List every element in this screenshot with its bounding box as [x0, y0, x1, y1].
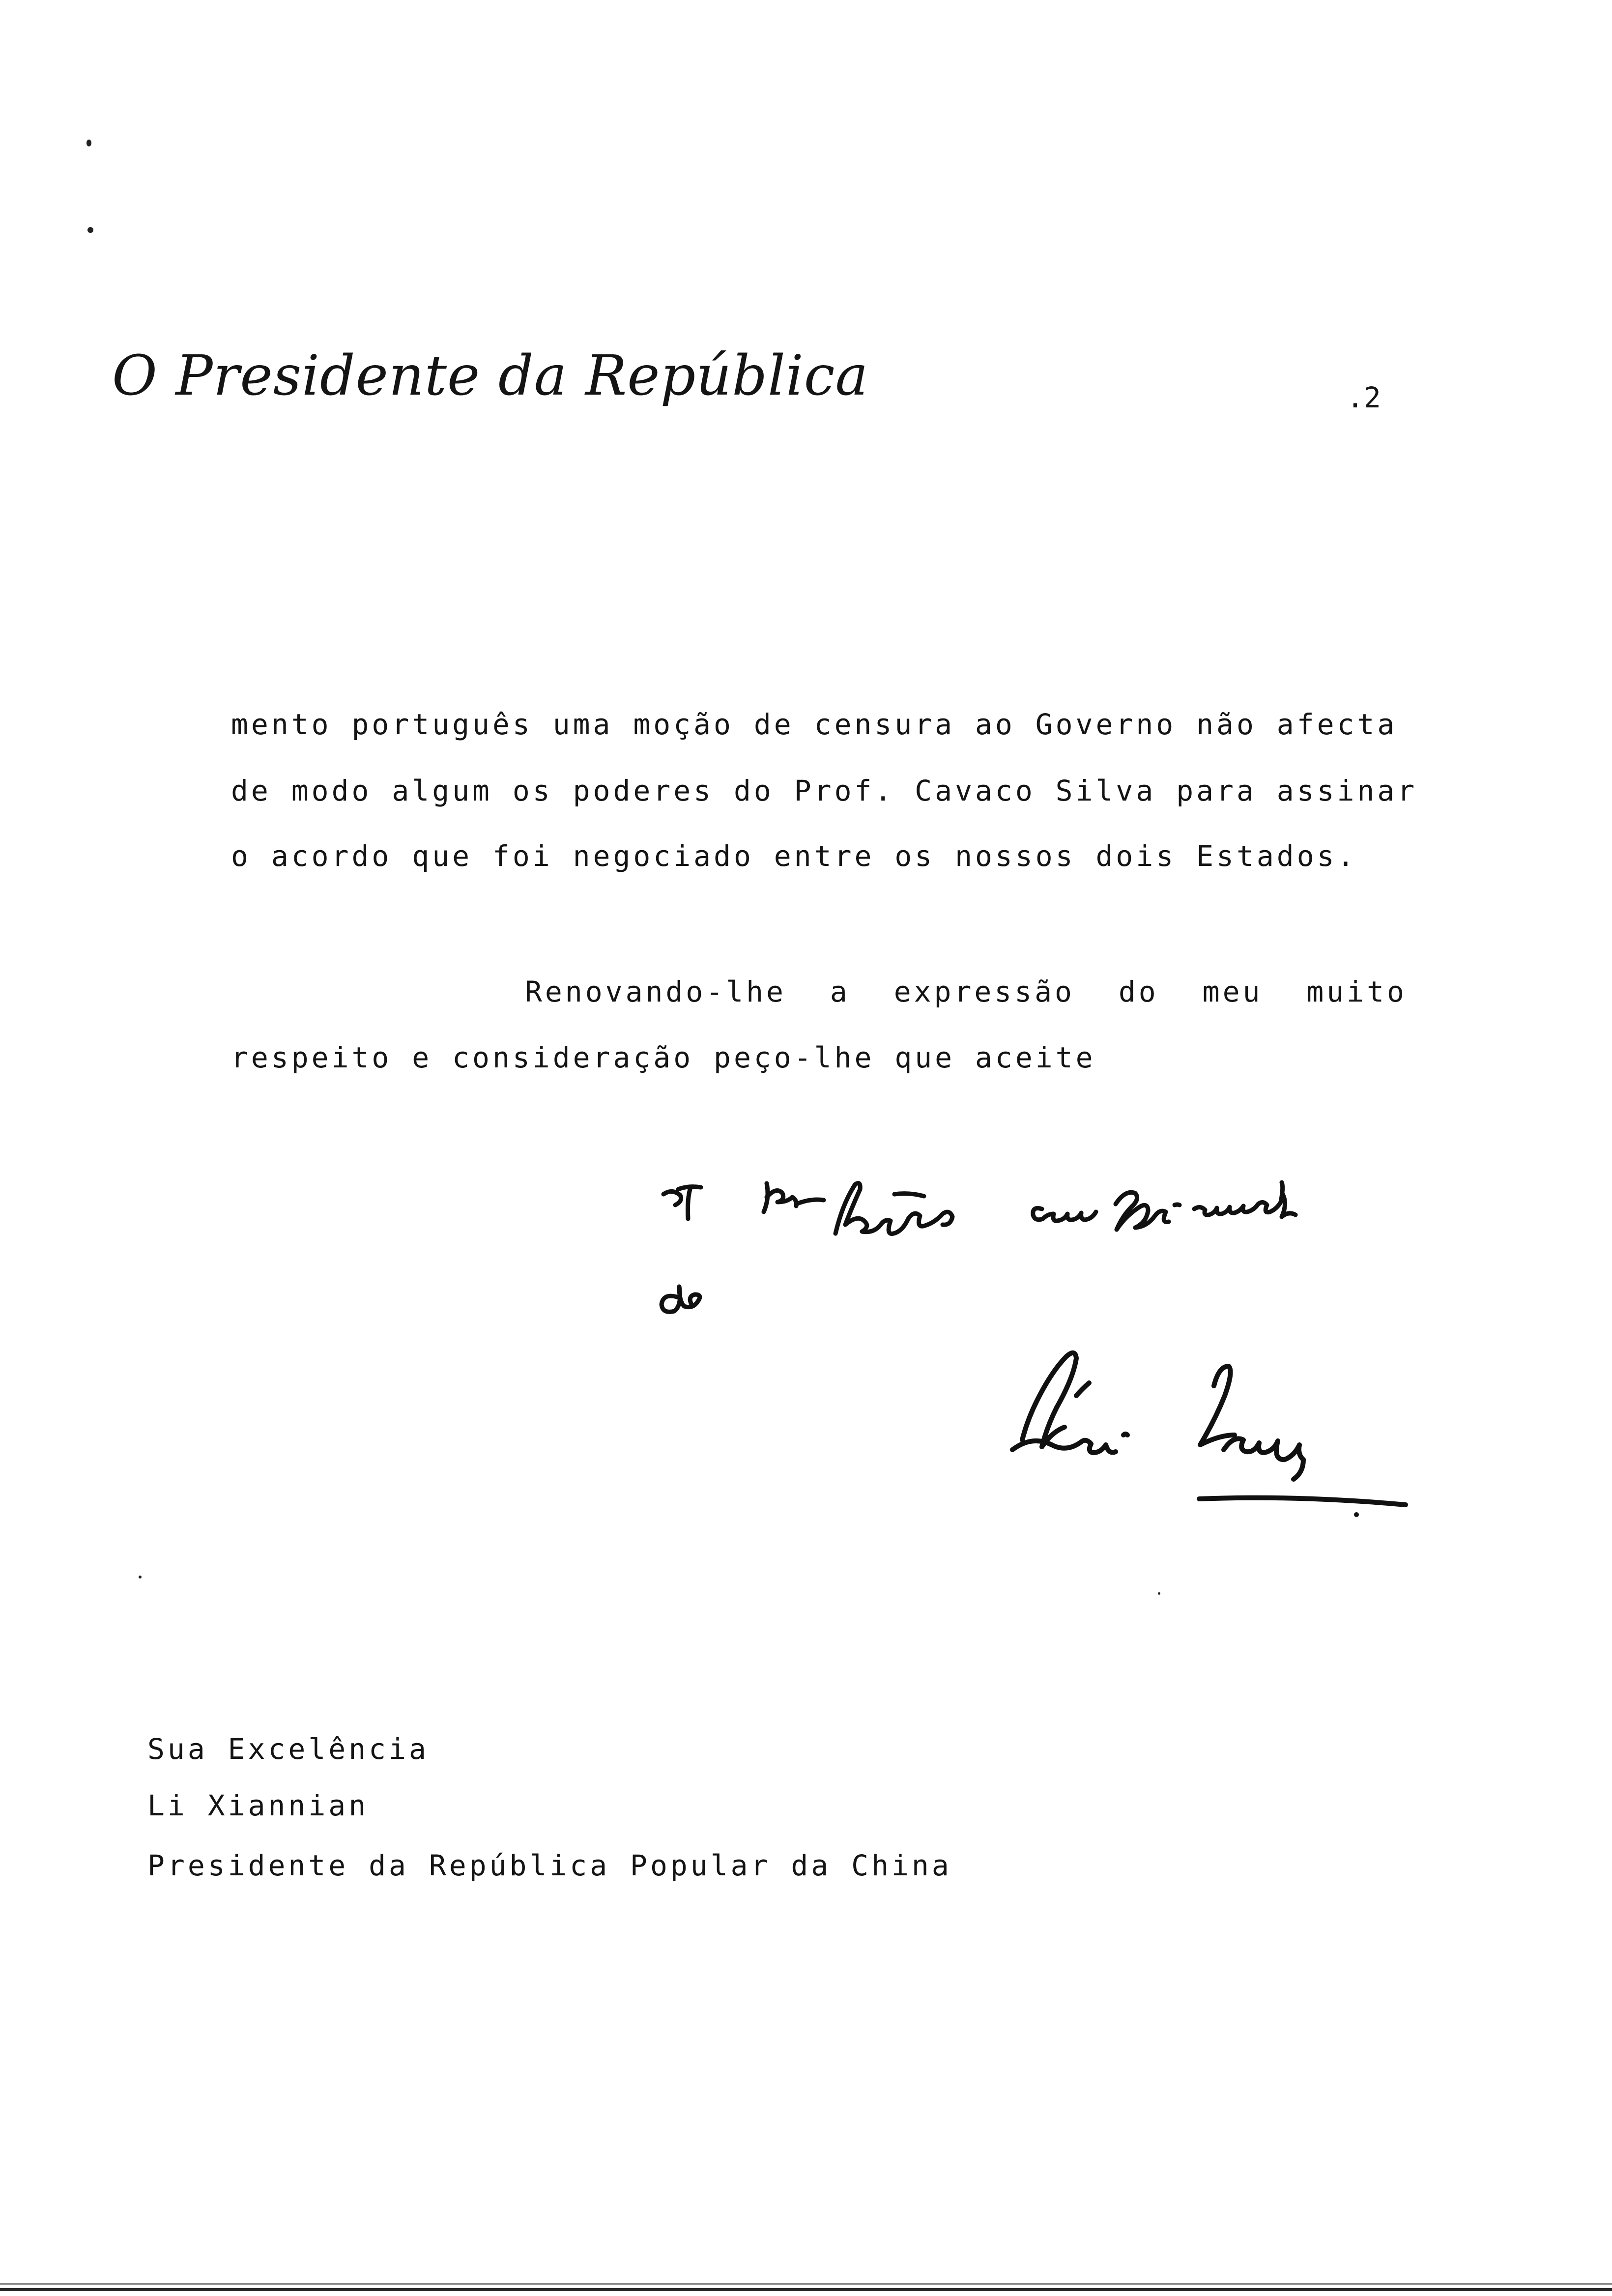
body-line-2: de modo algum os poderes do Prof. Cavaco Silva para assinar [231, 774, 1418, 807]
body-line-3: o acordo que foi negociado entre os nossos dois Estados. [231, 839, 1357, 873]
signature [1003, 1327, 1415, 1553]
scan-edge [0, 2288, 1612, 2291]
letterhead-title: O Presidente da República [112, 344, 869, 408]
scan-edge-faint [0, 2283, 1612, 2285]
recipient-name: Li Xiannian [147, 1789, 369, 1822]
body-line-1: mento português uma moção de censura ao Governo não afecta [231, 708, 1398, 741]
scan-speck [86, 140, 91, 146]
recipient-honorific: Sua Excelência [147, 1732, 429, 1766]
scan-speck [1158, 1592, 1160, 1595]
scan-speck [139, 1576, 142, 1578]
scan-speck [87, 227, 93, 233]
body-line-5: respeito e consideração peço-lhe que aceite [231, 1041, 1096, 1074]
handwritten-closing [649, 1175, 1455, 1342]
recipient-title: Presidente da República Popular da China [147, 1849, 952, 1882]
body-line-4: Renovando-lhe a expressão do meu muito [525, 975, 1407, 1008]
page-number: .2 [1347, 381, 1381, 414]
